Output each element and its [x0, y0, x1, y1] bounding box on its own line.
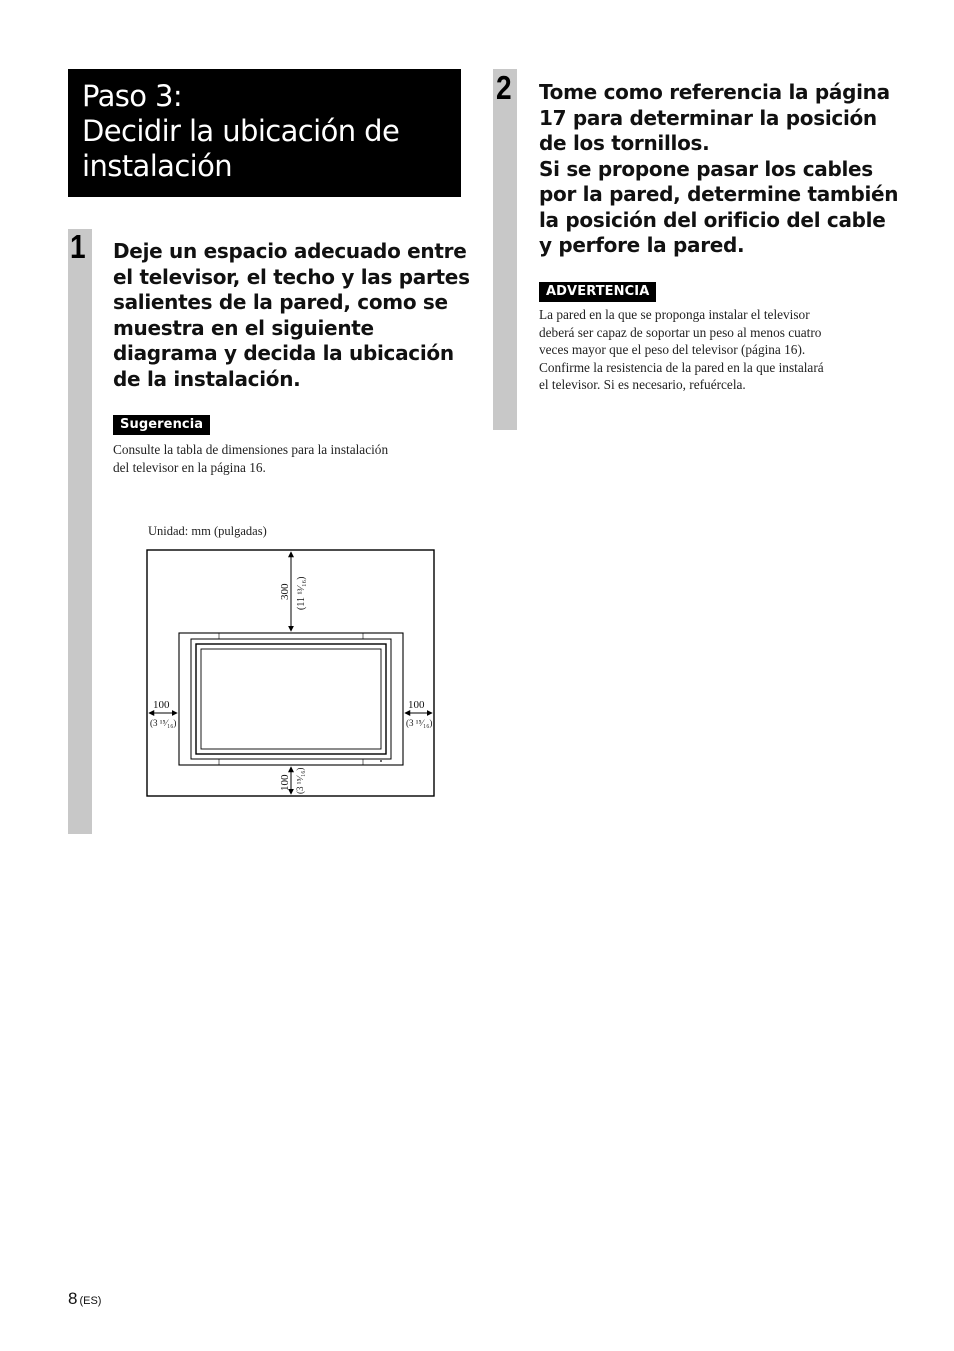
tip-line: Consulte la tabla de dimensiones para la instalación [113, 442, 389, 457]
heading-line: la posición del orificio del cable [539, 207, 886, 232]
heading-line: diagrama y decida la ubicación [113, 341, 454, 365]
warning-line: el televisor. Si es necesario, refuércela. [539, 377, 746, 393]
dim-bottom-in: (3 ¹⁵⁄₁₆) [295, 767, 305, 794]
dim-right-in: (3 ¹⁵⁄₁₆) [406, 718, 433, 728]
warning-line: veces mayor que el peso del televisor (página 16). [539, 342, 806, 358]
page-title [68, 69, 461, 197]
step-1-heading [113, 239, 470, 392]
step-1-number: 1 [70, 228, 86, 265]
heading-line: Si se propone pasar los cables [539, 156, 873, 181]
warning-line: La pared en la que se proponga instalar el televisor [539, 307, 810, 322]
heading-line: salientes de la pared, como se [113, 290, 448, 314]
page-language: (ES) [79, 1295, 102, 1307]
step-2-heading [539, 80, 898, 259]
dim-top-in: (11 ¹³⁄₁₆) [296, 576, 307, 610]
dim-top-mm: 300 [279, 583, 291, 600]
heading-line: por la pared, determine también [539, 182, 899, 206]
heading-line: de los tornillos. [539, 131, 710, 155]
warning-text [539, 306, 824, 394]
heading-line: 17 para determinar la posición [539, 105, 877, 130]
step-2-number: 2 [496, 69, 512, 106]
heading-line: Tome como referencia la página [539, 80, 890, 104]
unit-label: Unidad: mm (pulgadas) [148, 524, 267, 538]
page-number [68, 1289, 101, 1309]
tip-text [113, 441, 388, 476]
heading-line: Deje un espacio adecuado entre [113, 239, 467, 263]
title-line: Decidir la ubicación de [82, 114, 400, 148]
title-line: Paso 3: [82, 79, 183, 113]
dim-left-mm: 100 [153, 699, 170, 711]
dim-bottom-mm: 100 [279, 774, 291, 791]
tip-badge: Sugerencia [113, 415, 210, 435]
warning-line: deberá ser capaz de soportar un peso al menos cuatro [539, 324, 822, 340]
dim-left-in: (3 ¹⁵⁄₁₆) [150, 718, 177, 728]
heading-line: de la instalación. [113, 366, 301, 391]
dim-right-mm: 100 [408, 699, 425, 711]
tv-outer-frame [179, 633, 403, 765]
heading-line: y perfore la pared. [539, 233, 745, 257]
title-line: instalación [82, 149, 233, 183]
clearance-diagram [145, 548, 437, 800]
power-indicator [380, 760, 382, 762]
heading-line: el televisor, el techo y las partes [113, 264, 470, 289]
step-2-bar [493, 69, 517, 430]
page-number-value: 8 [68, 1289, 78, 1308]
warning-line: Confirme la resistencia de la pared en la que instalará [539, 359, 824, 375]
heading-line: muestra en el siguiente [113, 315, 374, 340]
step-1-bar [68, 229, 92, 834]
tip-line: del televisor en la página 16. [113, 459, 266, 475]
warning-badge: ADVERTENCIA [539, 282, 656, 302]
